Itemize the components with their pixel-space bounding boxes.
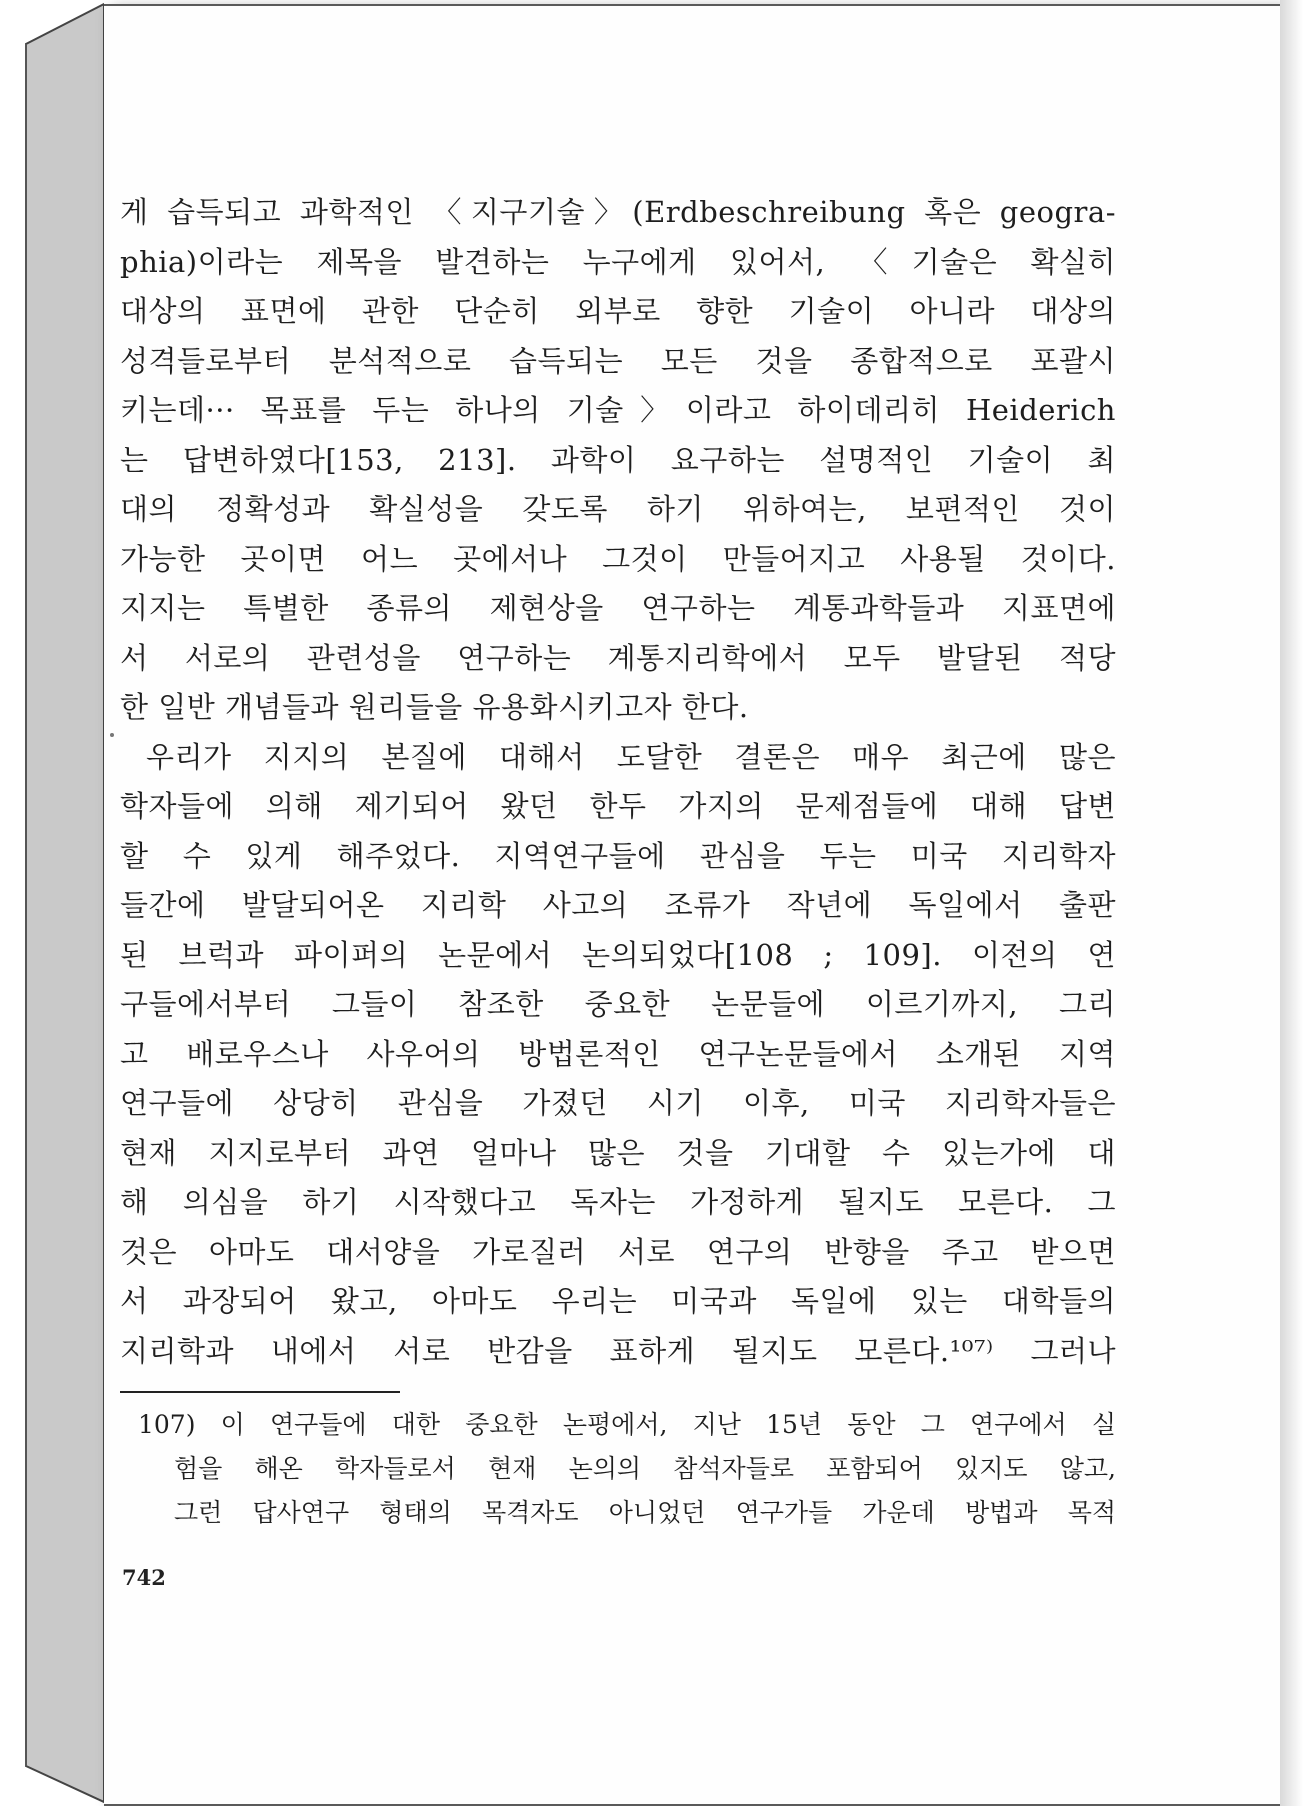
body-line: 현재 지지로부터 과연 얼마나 많은 것을 기대할 수 있는가에 대 (120, 1135, 1116, 1170)
stray-mark (110, 733, 114, 737)
footnote-line: 그런 답사연구 형태의 목격자도 아니었던 연구가들 가운데 방법과 목적 (174, 1498, 1116, 1527)
body-line: 키는데··· 목표를 두는 하나의 기술〉이라고 하이데리히 Heiderich (120, 393, 1116, 427)
body-line: 된 브럭과 파이퍼의 논문에서 논의되었다[108 ; 109]. 이전의 연 (120, 937, 1116, 972)
page-shadow (1280, 0, 1303, 1806)
body-line: 성격들로부터 분석적으로 습득되는 모든 것을 종합적으로 포괄시 (120, 343, 1116, 378)
body-line: 연구들에 상당히 관심을 가졌던 시기 이후, 미국 지리학자들은 (120, 1086, 1116, 1120)
body-line: 대상의 표면에 관한 단순히 외부로 향한 기술이 아니라 대상의 (120, 294, 1116, 328)
body-line: 해 의심을 하기 시작했다고 독자는 가정하게 될지도 모른다. 그 (120, 1185, 1116, 1219)
body-line: 것은 아마도 대서양을 가로질러 서로 연구의 반향을 주고 받으면 (120, 1234, 1116, 1269)
book-spine (0, 0, 104, 1806)
body-line: 할 수 있게 해주었다. 지역연구들에 관심을 두는 미국 지리학자 (120, 838, 1116, 873)
body-line: 들간에 발달되어온 지리학 사고의 조류가 작년에 독일에서 출판 (120, 888, 1116, 922)
body-line: 구들에서부터 그들이 참조한 중요한 논문들에 이르기까지, 그리 (120, 987, 1116, 1021)
page-number: 742 (122, 1565, 166, 1590)
body-line: phia)이라는 제목을 발견하는 누구에게 있어서, 〈기술은 확실히 (120, 244, 1116, 279)
footnote-line: 107) 이 연구들에 대한 중요한 논평에서, 지난 15년 동안 그 연구에서 실 (138, 1410, 1116, 1439)
body-line: 가능한 곳이면 어느 곳에서나 그것이 만들어지고 사용될 것이다. (120, 541, 1116, 576)
body-line: 게 습득되고 과학적인 〈지구기술〉(Erdbeschreibung 혹은 geogra- (120, 195, 1116, 229)
footnote-line: 험을 해온 학자들로서 현재 논의의 참석자들로 포함되어 있지도 않고, (174, 1454, 1116, 1483)
body-line: 한 일반 개념들과 원리들을 유용화시키고자 한다. (120, 690, 749, 724)
body-line: 지리학과 내에서 서로 반감을 표하게 될지도 모른다.¹⁰⁷⁾ 그러나 (120, 1333, 1116, 1368)
body-line: 지지는 특별한 종류의 제현상을 연구하는 계통과학들과 지표면에 (120, 591, 1116, 625)
body-line: 서 서로의 관련성을 연구하는 계통지리학에서 모두 발달된 적당 (120, 640, 1116, 675)
body-line: 는 답변하였다[153, 213]. 과학이 요구하는 설명적인 기술이 최 (120, 442, 1116, 477)
body-line: 고 배로우스나 사우어의 방법론적인 연구논문들에서 소개된 지역 (120, 1036, 1116, 1071)
body-line: 대의 정확성과 확실성을 갖도록 하기 위하여는, 보편적인 것이 (120, 492, 1116, 526)
body-line: 우리가 지지의 본질에 대해서 도달한 결론은 매우 최근에 많은 (146, 739, 1116, 774)
body-line: 학자들에 의해 제기되어 왔던 한두 가지의 문제점들에 대해 답변 (120, 789, 1116, 823)
body-line: 서 과장되어 왔고, 아마도 우리는 미국과 독일에 있는 대학들의 (120, 1284, 1116, 1318)
footnotes (138, 1403, 1116, 1535)
body-text (120, 188, 1116, 1376)
footnote-divider (120, 1391, 400, 1393)
